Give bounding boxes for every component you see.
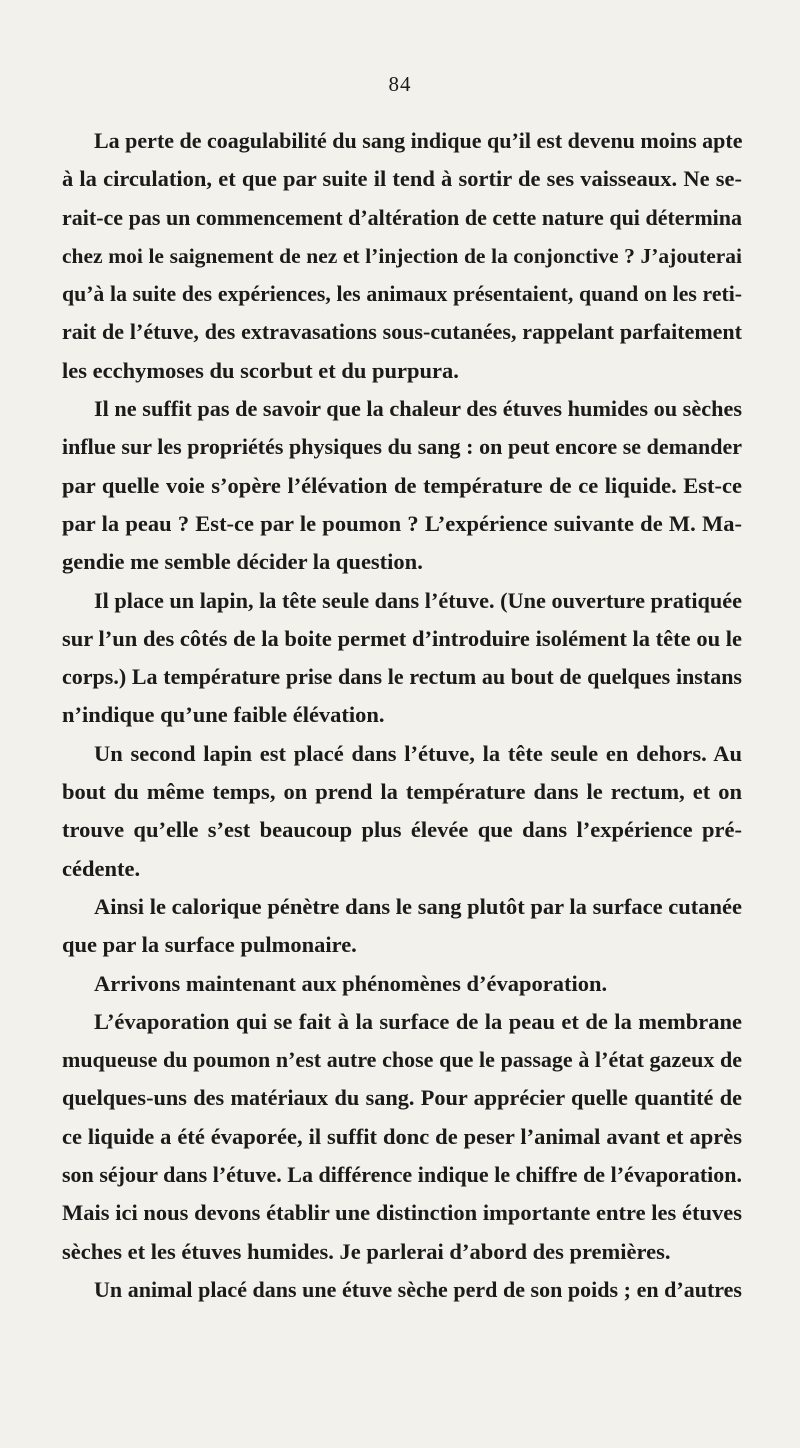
- text-line: Il ne suffit pas de savoir que la chaleur des étuves humides ou sèches: [94, 396, 742, 422]
- text-line: par quelle voie s’opère l’élévation de température de ce liquide. Est-ce: [62, 472, 742, 498]
- text-line: bout du même temps, on prend la température dans le rectum, et on: [62, 779, 742, 805]
- page-number: 84: [388, 72, 412, 96]
- text-line: Un second lapin est placé dans l’étuve, la tête seule en dehors. Au: [94, 740, 742, 766]
- text-line: quelques-uns des matériaux du sang. Pour apprécier quelle quantité de: [62, 1085, 742, 1111]
- text-line: chez moi le saignement de nez et l’injection de la conjonctive ? J’ajouterai: [62, 243, 742, 268]
- text-line: influe sur les propriétés physiques du sang : on peut encore se demander: [62, 434, 742, 460]
- text-line: muqueuse du poumon n’est autre chose que le passage à l’état gazeux de: [62, 1047, 742, 1073]
- text-line: La perte de coagulabilité du sang indique qu’il est devenu moins apte: [94, 128, 742, 153]
- text-line: son séjour dans l’étuve. La différence indique le chiffre de l’évaporation.: [62, 1162, 742, 1188]
- text-line: cédente.: [62, 855, 141, 881]
- text-line: Mais ici nous devons établir une distinction importante entre les étuves: [62, 1200, 742, 1226]
- text-line: à la circulation, et que par suite il tend à sortir de ses vaisseaux. Ne se-: [62, 166, 742, 192]
- text-line: L’évaporation qui se fait à la surface de la peau et de la membrane: [94, 1008, 742, 1034]
- text-line: Arrivons maintenant aux phénomènes d’évaporation.: [94, 970, 608, 996]
- text-line: rait de l’étuve, des extravasations sous-cutanées, rappelant parfaitement: [62, 319, 742, 345]
- text-line: ce liquide a été évaporée, il suffit donc de peser l’animal avant et après: [62, 1123, 742, 1149]
- text-line: Un animal placé dans une étuve sèche perd de son poids ; en d’autres: [94, 1276, 742, 1302]
- text-line: que par la surface pulmonaire.: [62, 932, 357, 958]
- text-line: rait-ce pas un commencement d’altération de cette nature qui détermina: [62, 204, 742, 230]
- text-line: par la peau ? Est-ce par le poumon ? L’expérience suivante de M. Ma-: [62, 510, 742, 536]
- text-line: Il place un lapin, la tête seule dans l’étuve. (Une ouverture pratiquée: [94, 587, 742, 613]
- text-line: gendie me semble décider la question.: [62, 549, 423, 575]
- text-line: sèches et les étuves humides. Je parlerai d’abord des premières.: [62, 1238, 671, 1264]
- text-line: qu’à la suite des expériences, les animaux présentaient, quand on les reti-: [62, 282, 742, 307]
- text-line: Ainsi le calorique pénètre dans le sang plutôt par la surface cutanée: [94, 893, 742, 919]
- text-line: trouve qu’elle s’est beaucoup plus élevée que dans l’expérience pré-: [62, 817, 742, 843]
- text-line: corps.) La température prise dans le rectum au bout de quelques instans: [62, 664, 742, 690]
- body-text: [62, 122, 742, 1309]
- text-line: sur l’un des côtés de la boite permet d’introduire isolément la tête ou le: [62, 625, 742, 651]
- text-line: n’indique qu’une faible élévation.: [62, 702, 385, 728]
- text-line: les ecchymoses du scorbut et du purpura.: [62, 357, 459, 383]
